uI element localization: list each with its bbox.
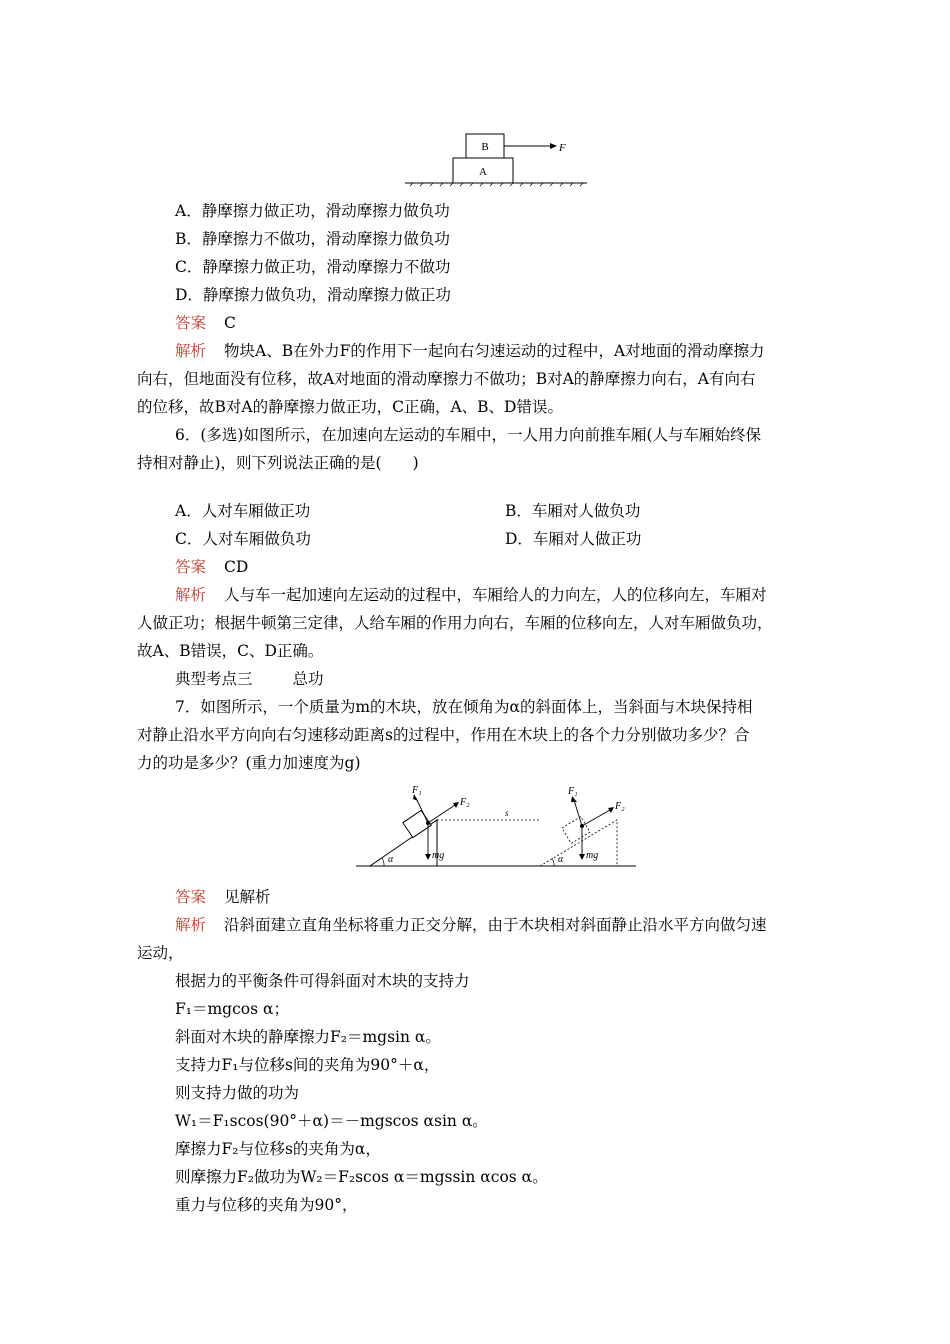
q5-analysis-line-3: 的位移，故B对A的静摩擦力做正功，C正确，A、B、D错误。 bbox=[137, 398, 563, 416]
q6-option-a: A．人对车厢做正功 bbox=[175, 502, 311, 520]
answer-label: 答案 bbox=[175, 314, 207, 332]
q7-step-3: 斜面对木块的静摩擦力F₂＝mgsin α。 bbox=[175, 1028, 441, 1046]
q5-answer bbox=[175, 313, 236, 333]
alpha-label-2: α bbox=[558, 854, 564, 865]
block-dashed bbox=[562, 817, 590, 844]
arrow-head bbox=[550, 143, 557, 149]
q7-step-2: F₁＝mgcos α； bbox=[175, 1000, 289, 1018]
q7-stem-line-3: 力的功是多少？(重力加速度为g) bbox=[137, 754, 361, 772]
answer-value: 见解析 bbox=[224, 888, 271, 906]
analysis-label: 解析 bbox=[175, 916, 207, 934]
answer-value: CD bbox=[224, 558, 249, 576]
label-b: B bbox=[481, 141, 489, 153]
f2-arrow-2 bbox=[582, 810, 610, 826]
label-a: A bbox=[479, 166, 487, 178]
q5-analysis-line-2: 向右，但地面没有位移，故A对地面的滑动摩擦力不做功；B对A的静摩擦力向右，A有向右 bbox=[137, 370, 756, 388]
q7-step-1: 根据力的平衡条件可得斜面对木块的支持力 bbox=[175, 972, 470, 990]
section-heading bbox=[175, 669, 324, 689]
f1-arrow-2 bbox=[574, 800, 582, 826]
q6-analysis-line-2: 人做正功；根据牛顿第三定律，人给车厢的作用力向右，车厢的位移向左，人对车厢做负功， bbox=[137, 614, 773, 632]
analysis-text: 物块A、B在外力F的作用下一起向右匀速运动的过程中，A对地面的滑动摩擦力 bbox=[224, 342, 765, 360]
analysis-label: 解析 bbox=[175, 342, 207, 360]
section-title: 典型考点三 bbox=[175, 670, 253, 688]
q7-step-8: 则摩擦力F₂做功为W₂＝F₂scos α＝mgssin αcos α。 bbox=[175, 1168, 548, 1186]
analysis-label: 解析 bbox=[175, 586, 207, 604]
q7-stem-line-2: 对静止沿水平方向向右匀速移动距离s的过程中，作用在木块上的各个力分别做功多少？合 bbox=[137, 726, 750, 744]
q6-option-c: C．人对车厢做负功 bbox=[175, 530, 311, 548]
q5-option-d: D．静摩擦力做负功，滑动摩擦力做正功 bbox=[175, 286, 451, 304]
mg-label: mg bbox=[432, 850, 445, 861]
blocks-diagram bbox=[400, 128, 592, 192]
q7-answer bbox=[175, 887, 271, 907]
q5-option-c: C．静摩擦力做正功，滑动摩擦力不做功 bbox=[175, 258, 451, 276]
answer-label: 答案 bbox=[175, 888, 207, 906]
figure-blocks-ab bbox=[400, 128, 592, 192]
q6-stem-line-1: 6．(多选)如图所示，在加速向左运动的车厢中，一人用力向前推车厢(人与车厢始终保 bbox=[175, 426, 762, 444]
q6-option-b: B．车厢对人做负功 bbox=[505, 502, 641, 520]
q5-option-a: A．静摩擦力做正功，滑动摩擦力做负功 bbox=[175, 202, 450, 220]
alpha-label: α bbox=[388, 854, 394, 865]
q7-step-6: W₁＝F₁scos(90°＋α)＝－mgscos αsin α。 bbox=[175, 1112, 488, 1130]
analysis-text: 人与车一起加速向左运动的过程中，车厢给人的力向左，人的位移向左，车厢对 bbox=[224, 586, 767, 604]
section-name: 总功 bbox=[292, 670, 324, 688]
q6-answer bbox=[175, 557, 248, 577]
q6-option-d: D．车厢对人做正功 bbox=[505, 530, 642, 548]
answer-label: 答案 bbox=[175, 558, 207, 576]
q6-analysis-line-3: 故A、B错误，C、D正确。 bbox=[137, 642, 324, 660]
q6-analysis-line-1 bbox=[175, 585, 767, 605]
q7-step-4: 支持力F₁与位移s间的夹角为90°＋α， bbox=[175, 1056, 440, 1074]
label-f: F bbox=[559, 142, 566, 154]
s-label: s bbox=[505, 808, 509, 818]
mg-label-2: mg bbox=[586, 850, 599, 861]
q5-option-b: B．静摩擦力不做功，滑动摩擦力做负功 bbox=[175, 230, 450, 248]
figure-incline bbox=[352, 782, 638, 878]
q7-analysis-line-2: 运动， bbox=[137, 944, 184, 962]
analysis-text: 沿斜面建立直角坐标将重力正交分解，由于木块相对斜面静止沿水平方向做匀速 bbox=[224, 916, 767, 934]
incline-diagram bbox=[352, 782, 638, 878]
q6-stem-line-2: 持相对静止)，则下列说法正确的是( ) bbox=[137, 454, 419, 472]
q5-analysis-line-1 bbox=[175, 341, 765, 361]
f1-label: F₁ bbox=[412, 785, 422, 796]
q7-stem-line-1: 7．如图所示，一个质量为m的木块，放在倾角为α的斜面体上，当斜面与木块保持相 bbox=[175, 698, 753, 716]
incline-dashed bbox=[540, 820, 617, 866]
q7-step-7: 摩擦力F₂与位移s的夹角为α， bbox=[175, 1140, 381, 1158]
f2-label-2: F₂ bbox=[615, 801, 625, 812]
answer-value: C bbox=[224, 314, 236, 332]
q7-step-9: 重力与位移的夹角为90°， bbox=[175, 1196, 358, 1214]
q7-step-5: 则支持力做的功为 bbox=[175, 1084, 300, 1102]
f1-label-2: F₁ bbox=[568, 786, 578, 797]
f2-label: F₂ bbox=[460, 797, 470, 808]
q7-analysis-line-1 bbox=[175, 915, 767, 935]
